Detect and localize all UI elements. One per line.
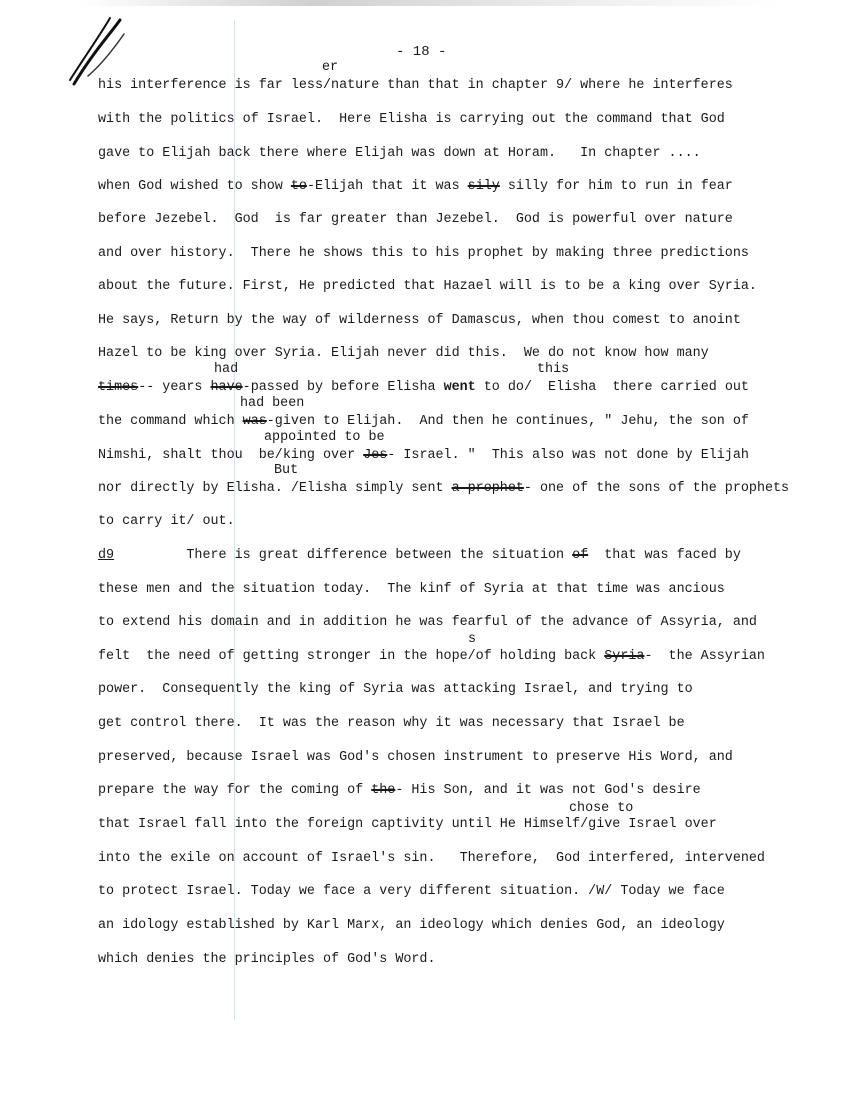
- text-line: the command which was-given to Elijah. And then he continues, " Jehu, the son of: [98, 414, 749, 429]
- text-line: these men and the situation today. The kinf of Syria at that time was ancious: [98, 582, 725, 597]
- text-line: power. Consequently the king of Syria was attacking Israel, and trying to: [98, 682, 693, 697]
- text-line: d9 There is great difference between the situation of that was faced by: [98, 548, 741, 563]
- struck-text: of: [572, 548, 589, 563]
- text-line: to protect Israel. Today we face a very different situation. /W/ Today we face: [98, 884, 725, 899]
- struck-text: have: [210, 380, 243, 395]
- text-line: to carry it/ out.: [98, 514, 235, 529]
- insertion-had-been: had been: [240, 396, 305, 411]
- page-number: - 18 -: [396, 44, 447, 60]
- text-line: preserved, because Israel was God's chosen instrument to preserve His Word, and: [98, 750, 733, 765]
- struck-text: a prophet: [451, 481, 524, 496]
- scan-edge: [80, 0, 780, 6]
- insertion-er: er: [322, 60, 339, 75]
- insertion-had: had: [214, 362, 239, 377]
- paragraph-marker: d9: [98, 548, 115, 563]
- text-line: nor directly by Elisha. /Elisha simply sent a prophet- one of the sons of the prophets: [98, 481, 790, 496]
- insertion-but: But: [274, 463, 299, 478]
- text-line: get control there. It was the reason why it was necessary that Israel be: [98, 716, 685, 731]
- text-line: which denies the principles of God's Word.: [98, 952, 436, 967]
- insertion-s: s: [468, 632, 477, 647]
- struck-text: Jes: [363, 448, 388, 463]
- text-line: Nimshi, shalt thou be/king over Jes- Israel. " This also was not done by Elijah: [98, 448, 749, 463]
- text-line: and over history. There he shows this to his prophet by making three predictions: [98, 246, 749, 261]
- text-line: gave to Elijah back there where Elijah was down at Horam. In chapter ....: [98, 146, 701, 161]
- insertion-this: this: [537, 362, 570, 377]
- text-line: times-- years have-passed by before Elisha went to do/ Elisha there carried out: [98, 380, 749, 395]
- text-line: to extend his domain and in addition he was fearful of the advance of Assyria, and: [98, 615, 757, 630]
- text-line: with the politics of Israel. Here Elisha is carrying out the command that God: [98, 112, 725, 127]
- text-line: into the exile on account of Israel's sin. Therefore, God interfered, intervened: [98, 851, 765, 866]
- struck-text: to: [290, 179, 307, 194]
- text-line: before Jezebel. God is far greater than Jezebel. God is powerful over nature: [98, 212, 733, 227]
- struck-text: times: [98, 380, 139, 395]
- text-line: about the future. First, He predicted that Hazael will is to be a king over Syria.: [98, 279, 757, 294]
- text-line: He says, Return by the way of wilderness of Damascus, when thou comest to anoint: [98, 313, 741, 328]
- text-line: felt the need of getting stronger in the hope/of holding back Syria- the Assyrian: [98, 649, 765, 664]
- struck-text: Syria: [604, 649, 645, 664]
- text-line: an idology established by Karl Marx, an ideology which denies God, an ideology: [98, 918, 725, 933]
- insertion-appointed-to-be: appointed to be: [264, 430, 385, 445]
- text-line: Hazel to be king over Syria. Elijah never did this. We do not know how many: [98, 346, 709, 361]
- text-line: when God wished to show to-Elijah that it was sily silly for him to run in fear: [98, 179, 733, 194]
- insertion-chose-to: chose to: [569, 801, 634, 816]
- struck-text: sily: [467, 179, 500, 194]
- struck-text: the: [371, 783, 396, 798]
- text-line: prepare the way for the coming of the- His Son, and it was not God's desire: [98, 783, 701, 798]
- text-line: his interference is far less/nature than that in chapter 9/ where he interferes: [98, 78, 733, 93]
- overstruck-text: went: [443, 380, 476, 395]
- text-line: that Israel fall into the foreign captivity until He Himself/give Israel over: [98, 817, 717, 832]
- struck-text: was: [242, 414, 267, 429]
